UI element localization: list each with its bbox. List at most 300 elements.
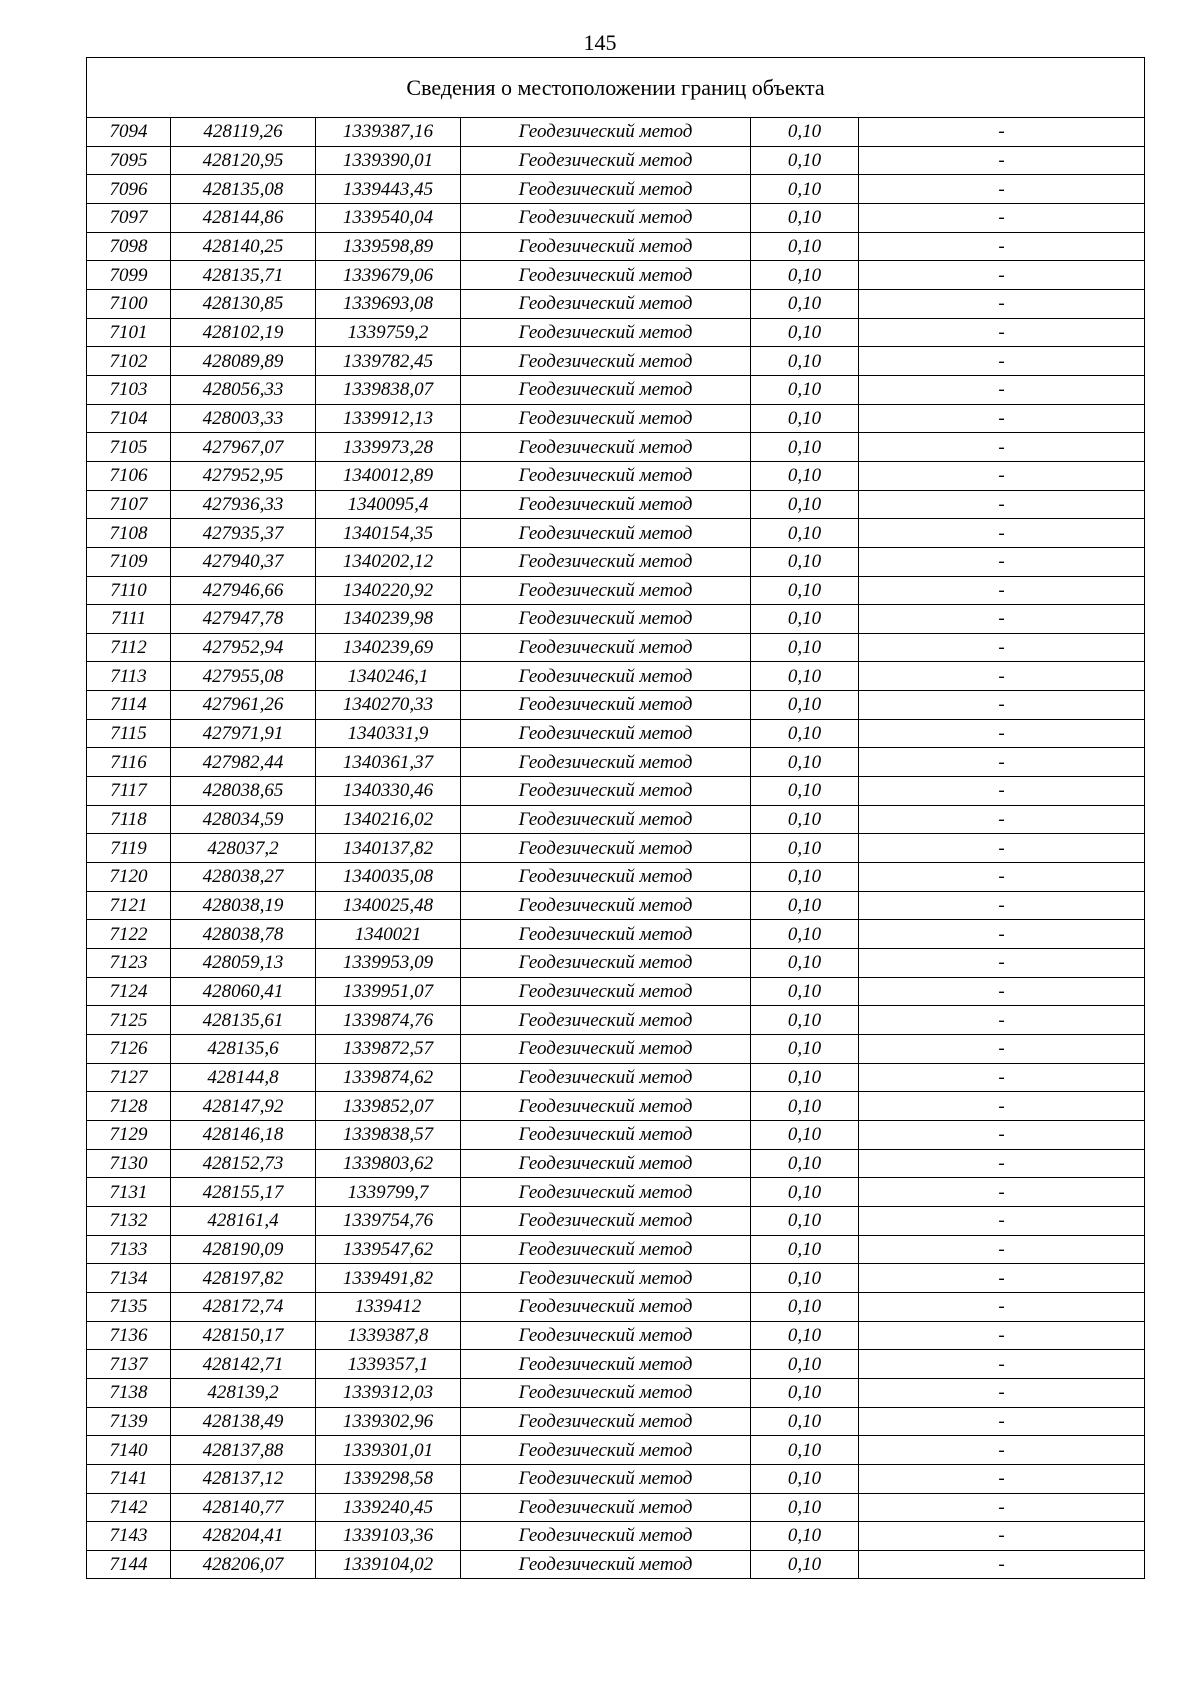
accuracy-cell: 0,10 (751, 805, 859, 834)
description-cell: - (859, 461, 1145, 490)
accuracy-cell: 0,10 (751, 662, 859, 691)
x-coordinate-cell: 428204,41 (171, 1522, 316, 1551)
method-cell: Геодезический метод (461, 891, 751, 920)
accuracy-cell: 0,10 (751, 605, 859, 634)
point-number-cell: 7105 (87, 433, 171, 462)
table-row (87, 863, 1145, 892)
description-cell: - (859, 175, 1145, 204)
method-cell: Геодезический метод (461, 146, 751, 175)
description-cell: - (859, 1149, 1145, 1178)
x-coordinate-cell: 427967,07 (171, 433, 316, 462)
x-coordinate-cell: 428206,07 (171, 1550, 316, 1579)
point-number-cell: 7140 (87, 1436, 171, 1465)
x-coordinate-cell: 428150,17 (171, 1321, 316, 1350)
x-coordinate-cell: 428144,86 (171, 203, 316, 232)
description-cell: - (859, 1006, 1145, 1035)
table-row (87, 461, 1145, 490)
method-cell: Геодезический метод (461, 1092, 751, 1121)
point-number-cell: 7101 (87, 318, 171, 347)
method-cell: Геодезический метод (461, 1436, 751, 1465)
point-number-cell: 7119 (87, 834, 171, 863)
point-number-cell: 7108 (87, 519, 171, 548)
description-cell: - (859, 576, 1145, 605)
y-coordinate-cell: 1339782,45 (316, 347, 461, 376)
table-row (87, 203, 1145, 232)
table-row (87, 977, 1145, 1006)
table-row (87, 920, 1145, 949)
table-row (87, 1292, 1145, 1321)
method-cell: Геодезический метод (461, 519, 751, 548)
accuracy-cell: 0,10 (751, 748, 859, 777)
table-row (87, 949, 1145, 978)
table-row (87, 1178, 1145, 1207)
y-coordinate-cell: 1339301,01 (316, 1436, 461, 1465)
x-coordinate-cell: 428059,13 (171, 949, 316, 978)
accuracy-cell: 0,10 (751, 863, 859, 892)
description-cell: - (859, 1436, 1145, 1465)
point-number-cell: 7139 (87, 1407, 171, 1436)
description-cell: - (859, 433, 1145, 462)
x-coordinate-cell: 427952,95 (171, 461, 316, 490)
description-cell: - (859, 691, 1145, 720)
point-number-cell: 7142 (87, 1493, 171, 1522)
point-number-cell: 7098 (87, 232, 171, 261)
y-coordinate-cell: 1339491,82 (316, 1264, 461, 1293)
method-cell: Геодезический метод (461, 834, 751, 863)
method-cell: Геодезический метод (461, 662, 751, 691)
point-number-cell: 7103 (87, 375, 171, 404)
table-row (87, 547, 1145, 576)
accuracy-cell: 0,10 (751, 1550, 859, 1579)
method-cell: Геодезический метод (461, 203, 751, 232)
x-coordinate-cell: 427982,44 (171, 748, 316, 777)
y-coordinate-cell: 1339547,62 (316, 1235, 461, 1264)
point-number-cell: 7129 (87, 1120, 171, 1149)
point-number-cell: 7120 (87, 863, 171, 892)
table-row (87, 347, 1145, 376)
y-coordinate-cell: 1340246,1 (316, 662, 461, 691)
table-row (87, 1321, 1145, 1350)
description-cell: - (859, 203, 1145, 232)
description-cell: - (859, 146, 1145, 175)
y-coordinate-cell: 1340361,37 (316, 748, 461, 777)
point-number-cell: 7106 (87, 461, 171, 490)
accuracy-cell: 0,10 (751, 289, 859, 318)
description-cell: - (859, 920, 1145, 949)
x-coordinate-cell: 427961,26 (171, 691, 316, 720)
method-cell: Геодезический метод (461, 375, 751, 404)
point-number-cell: 7127 (87, 1063, 171, 1092)
y-coordinate-cell: 1340095,4 (316, 490, 461, 519)
method-cell: Геодезический метод (461, 490, 751, 519)
method-cell: Геодезический метод (461, 1063, 751, 1092)
accuracy-cell: 0,10 (751, 1178, 859, 1207)
x-coordinate-cell: 428102,19 (171, 318, 316, 347)
method-cell: Геодезический метод (461, 777, 751, 806)
table-row (87, 1550, 1145, 1579)
table-row (87, 1522, 1145, 1551)
y-coordinate-cell: 1339412 (316, 1292, 461, 1321)
table-row (87, 1035, 1145, 1064)
description-cell: - (859, 1264, 1145, 1293)
accuracy-cell: 0,10 (751, 347, 859, 376)
method-cell: Геодезический метод (461, 1522, 751, 1551)
x-coordinate-cell: 428060,41 (171, 977, 316, 1006)
point-number-cell: 7126 (87, 1035, 171, 1064)
x-coordinate-cell: 428147,92 (171, 1092, 316, 1121)
description-cell: - (859, 547, 1145, 576)
description-cell: - (859, 1092, 1145, 1121)
method-cell: Геодезический метод (461, 920, 751, 949)
y-coordinate-cell: 1339104,02 (316, 1550, 461, 1579)
x-coordinate-cell: 427940,37 (171, 547, 316, 576)
point-number-cell: 7117 (87, 777, 171, 806)
table-row (87, 748, 1145, 777)
x-coordinate-cell: 428135,6 (171, 1035, 316, 1064)
accuracy-cell: 0,10 (751, 1522, 859, 1551)
accuracy-cell: 0,10 (751, 977, 859, 1006)
description-cell: - (859, 1493, 1145, 1522)
accuracy-cell: 0,10 (751, 891, 859, 920)
method-cell: Геодезический метод (461, 232, 751, 261)
accuracy-cell: 0,10 (751, 261, 859, 290)
table-row (87, 1206, 1145, 1235)
table-row (87, 662, 1145, 691)
x-coordinate-cell: 428142,71 (171, 1350, 316, 1379)
method-cell: Геодезический метод (461, 719, 751, 748)
accuracy-cell: 0,10 (751, 404, 859, 433)
method-cell: Геодезический метод (461, 1378, 751, 1407)
description-cell: - (859, 1407, 1145, 1436)
method-cell: Геодезический метод (461, 433, 751, 462)
y-coordinate-cell: 1340021 (316, 920, 461, 949)
x-coordinate-cell: 428038,65 (171, 777, 316, 806)
accuracy-cell: 0,10 (751, 633, 859, 662)
description-cell: - (859, 662, 1145, 691)
accuracy-cell: 0,10 (751, 1206, 859, 1235)
method-cell: Геодезический метод (461, 175, 751, 204)
method-cell: Геодезический метод (461, 1321, 751, 1350)
method-cell: Геодезический метод (461, 404, 751, 433)
method-cell: Геодезический метод (461, 1035, 751, 1064)
x-coordinate-cell: 428140,77 (171, 1493, 316, 1522)
table-row (87, 1436, 1145, 1465)
accuracy-cell: 0,10 (751, 118, 859, 147)
accuracy-cell: 0,10 (751, 1493, 859, 1522)
point-number-cell: 7123 (87, 949, 171, 978)
description-cell: - (859, 289, 1145, 318)
point-number-cell: 7111 (87, 605, 171, 634)
y-coordinate-cell: 1340012,89 (316, 461, 461, 490)
point-number-cell: 7102 (87, 347, 171, 376)
method-cell: Геодезический метод (461, 977, 751, 1006)
x-coordinate-cell: 428135,61 (171, 1006, 316, 1035)
table-row (87, 289, 1145, 318)
description-cell: - (859, 891, 1145, 920)
y-coordinate-cell: 1339302,96 (316, 1407, 461, 1436)
accuracy-cell: 0,10 (751, 920, 859, 949)
table-row (87, 519, 1145, 548)
y-coordinate-cell: 1339312,03 (316, 1378, 461, 1407)
point-number-cell: 7097 (87, 203, 171, 232)
point-number-cell: 7135 (87, 1292, 171, 1321)
x-coordinate-cell: 428056,33 (171, 375, 316, 404)
point-number-cell: 7121 (87, 891, 171, 920)
accuracy-cell: 0,10 (751, 1350, 859, 1379)
method-cell: Геодезический метод (461, 118, 751, 147)
description-cell: - (859, 1522, 1145, 1551)
x-coordinate-cell: 428130,85 (171, 289, 316, 318)
x-coordinate-cell: 428135,08 (171, 175, 316, 204)
description-cell: - (859, 633, 1145, 662)
description-cell: - (859, 519, 1145, 548)
y-coordinate-cell: 1339540,04 (316, 203, 461, 232)
description-cell: - (859, 977, 1145, 1006)
x-coordinate-cell: 428140,25 (171, 232, 316, 261)
y-coordinate-cell: 1340331,9 (316, 719, 461, 748)
method-cell: Геодезический метод (461, 1120, 751, 1149)
x-coordinate-cell: 428038,19 (171, 891, 316, 920)
description-cell: - (859, 490, 1145, 519)
y-coordinate-cell: 1339838,57 (316, 1120, 461, 1149)
table-row (87, 605, 1145, 634)
table-row (87, 261, 1145, 290)
description-cell: - (859, 605, 1145, 634)
description-cell: - (859, 232, 1145, 261)
y-coordinate-cell: 1340154,35 (316, 519, 461, 548)
method-cell: Геодезический метод (461, 691, 751, 720)
accuracy-cell: 0,10 (751, 1264, 859, 1293)
x-coordinate-cell: 428137,88 (171, 1436, 316, 1465)
table-row (87, 777, 1145, 806)
accuracy-cell: 0,10 (751, 834, 859, 863)
table-row (87, 1350, 1145, 1379)
x-coordinate-cell: 427935,37 (171, 519, 316, 548)
y-coordinate-cell: 1339693,08 (316, 289, 461, 318)
method-cell: Геодезический метод (461, 805, 751, 834)
point-number-cell: 7110 (87, 576, 171, 605)
x-coordinate-cell: 428003,33 (171, 404, 316, 433)
description-cell: - (859, 261, 1145, 290)
method-cell: Геодезический метод (461, 1464, 751, 1493)
x-coordinate-cell: 428038,78 (171, 920, 316, 949)
x-coordinate-cell: 428139,2 (171, 1378, 316, 1407)
y-coordinate-cell: 1340270,33 (316, 691, 461, 720)
point-number-cell: 7095 (87, 146, 171, 175)
description-cell: - (859, 949, 1145, 978)
point-number-cell: 7128 (87, 1092, 171, 1121)
table-row (87, 490, 1145, 519)
x-coordinate-cell: 428146,18 (171, 1120, 316, 1149)
method-cell: Геодезический метод (461, 576, 751, 605)
accuracy-cell: 0,10 (751, 433, 859, 462)
table-row (87, 318, 1145, 347)
y-coordinate-cell: 1339387,16 (316, 118, 461, 147)
x-coordinate-cell: 428034,59 (171, 805, 316, 834)
table-row (87, 1063, 1145, 1092)
table-row (87, 118, 1145, 147)
point-number-cell: 7141 (87, 1464, 171, 1493)
y-coordinate-cell: 1339298,58 (316, 1464, 461, 1493)
accuracy-cell: 0,10 (751, 777, 859, 806)
method-cell: Геодезический метод (461, 289, 751, 318)
point-number-cell: 7124 (87, 977, 171, 1006)
y-coordinate-cell: 1339799,7 (316, 1178, 461, 1207)
y-coordinate-cell: 1340216,02 (316, 805, 461, 834)
table-row (87, 691, 1145, 720)
accuracy-cell: 0,10 (751, 1063, 859, 1092)
accuracy-cell: 0,10 (751, 1120, 859, 1149)
y-coordinate-cell: 1339357,1 (316, 1350, 461, 1379)
description-cell: - (859, 777, 1145, 806)
y-coordinate-cell: 1339387,8 (316, 1321, 461, 1350)
point-number-cell: 7096 (87, 175, 171, 204)
x-coordinate-cell: 428155,17 (171, 1178, 316, 1207)
y-coordinate-cell: 1340239,98 (316, 605, 461, 634)
description-cell: - (859, 1206, 1145, 1235)
description-cell: - (859, 1235, 1145, 1264)
point-number-cell: 7113 (87, 662, 171, 691)
accuracy-cell: 0,10 (751, 1292, 859, 1321)
method-cell: Геодезический метод (461, 1407, 751, 1436)
y-coordinate-cell: 1339443,45 (316, 175, 461, 204)
description-cell: - (859, 347, 1145, 376)
table-body (87, 118, 1145, 1579)
x-coordinate-cell: 428137,12 (171, 1464, 316, 1493)
x-coordinate-cell: 427947,78 (171, 605, 316, 634)
x-coordinate-cell: 428197,82 (171, 1264, 316, 1293)
method-cell: Геодезический метод (461, 1206, 751, 1235)
y-coordinate-cell: 1339852,07 (316, 1092, 461, 1121)
y-coordinate-cell: 1339973,28 (316, 433, 461, 462)
table-row (87, 175, 1145, 204)
y-coordinate-cell: 1339872,57 (316, 1035, 461, 1064)
y-coordinate-cell: 1339838,07 (316, 375, 461, 404)
accuracy-cell: 0,10 (751, 1464, 859, 1493)
accuracy-cell: 0,10 (751, 719, 859, 748)
point-number-cell: 7118 (87, 805, 171, 834)
point-number-cell: 7134 (87, 1264, 171, 1293)
table-row (87, 1235, 1145, 1264)
accuracy-cell: 0,10 (751, 949, 859, 978)
boundary-coordinates-table (86, 57, 1145, 1579)
method-cell: Геодезический метод (461, 1149, 751, 1178)
table-row (87, 146, 1145, 175)
method-cell: Геодезический метод (461, 261, 751, 290)
point-number-cell: 7130 (87, 1149, 171, 1178)
table-row (87, 1264, 1145, 1293)
point-number-cell: 7099 (87, 261, 171, 290)
table-title-row (87, 58, 1145, 118)
point-number-cell: 7094 (87, 118, 171, 147)
point-number-cell: 7132 (87, 1206, 171, 1235)
description-cell: - (859, 834, 1145, 863)
x-coordinate-cell: 427955,08 (171, 662, 316, 691)
y-coordinate-cell: 1340035,08 (316, 863, 461, 892)
page-number: 145 (583, 30, 617, 55)
accuracy-cell: 0,10 (751, 1436, 859, 1465)
x-coordinate-cell: 428161,4 (171, 1206, 316, 1235)
description-cell: - (859, 1464, 1145, 1493)
description-cell: - (859, 1063, 1145, 1092)
table-row (87, 1493, 1145, 1522)
x-coordinate-cell: 428120,95 (171, 146, 316, 175)
method-cell: Геодезический метод (461, 605, 751, 634)
point-number-cell: 7114 (87, 691, 171, 720)
point-number-cell: 7125 (87, 1006, 171, 1035)
y-coordinate-cell: 1339103,36 (316, 1522, 461, 1551)
accuracy-cell: 0,10 (751, 576, 859, 605)
accuracy-cell: 0,10 (751, 1092, 859, 1121)
method-cell: Геодезический метод (461, 461, 751, 490)
description-cell: - (859, 719, 1145, 748)
point-number-cell: 7100 (87, 289, 171, 318)
y-coordinate-cell: 1340220,92 (316, 576, 461, 605)
method-cell: Геодезический метод (461, 547, 751, 576)
accuracy-cell: 0,10 (751, 203, 859, 232)
y-coordinate-cell: 1339874,76 (316, 1006, 461, 1035)
accuracy-cell: 0,10 (751, 1006, 859, 1035)
x-coordinate-cell: 428190,09 (171, 1235, 316, 1264)
accuracy-cell: 0,10 (751, 1321, 859, 1350)
x-coordinate-cell: 427936,33 (171, 490, 316, 519)
accuracy-cell: 0,10 (751, 461, 859, 490)
x-coordinate-cell: 428119,26 (171, 118, 316, 147)
method-cell: Геодезический метод (461, 633, 751, 662)
y-coordinate-cell: 1339679,06 (316, 261, 461, 290)
table-row (87, 1378, 1145, 1407)
x-coordinate-cell: 428037,2 (171, 834, 316, 863)
description-cell: - (859, 118, 1145, 147)
point-number-cell: 7122 (87, 920, 171, 949)
y-coordinate-cell: 1339754,76 (316, 1206, 461, 1235)
accuracy-cell: 0,10 (751, 232, 859, 261)
accuracy-cell: 0,10 (751, 547, 859, 576)
table-row (87, 719, 1145, 748)
description-cell: - (859, 1550, 1145, 1579)
table-row (87, 1407, 1145, 1436)
x-coordinate-cell: 427952,94 (171, 633, 316, 662)
y-coordinate-cell: 1339598,89 (316, 232, 461, 261)
point-number-cell: 7112 (87, 633, 171, 662)
accuracy-cell: 0,10 (751, 375, 859, 404)
x-coordinate-cell: 428144,8 (171, 1063, 316, 1092)
x-coordinate-cell: 427971,91 (171, 719, 316, 748)
method-cell: Геодезический метод (461, 1493, 751, 1522)
y-coordinate-cell: 1340202,12 (316, 547, 461, 576)
table-row (87, 805, 1145, 834)
method-cell: Геодезический метод (461, 949, 751, 978)
method-cell: Геодезический метод (461, 318, 751, 347)
description-cell: - (859, 863, 1145, 892)
description-cell: - (859, 1321, 1145, 1350)
x-coordinate-cell: 428089,89 (171, 347, 316, 376)
table-row (87, 834, 1145, 863)
table-row (87, 232, 1145, 261)
description-cell: - (859, 1378, 1145, 1407)
y-coordinate-cell: 1339759,2 (316, 318, 461, 347)
method-cell: Геодезический метод (461, 1235, 751, 1264)
method-cell: Геодезический метод (461, 1006, 751, 1035)
description-cell: - (859, 1292, 1145, 1321)
x-coordinate-cell: 427946,66 (171, 576, 316, 605)
table-row (87, 891, 1145, 920)
accuracy-cell: 0,10 (751, 691, 859, 720)
point-number-cell: 7143 (87, 1522, 171, 1551)
point-number-cell: 7115 (87, 719, 171, 748)
table-row (87, 633, 1145, 662)
table-row (87, 1120, 1145, 1149)
